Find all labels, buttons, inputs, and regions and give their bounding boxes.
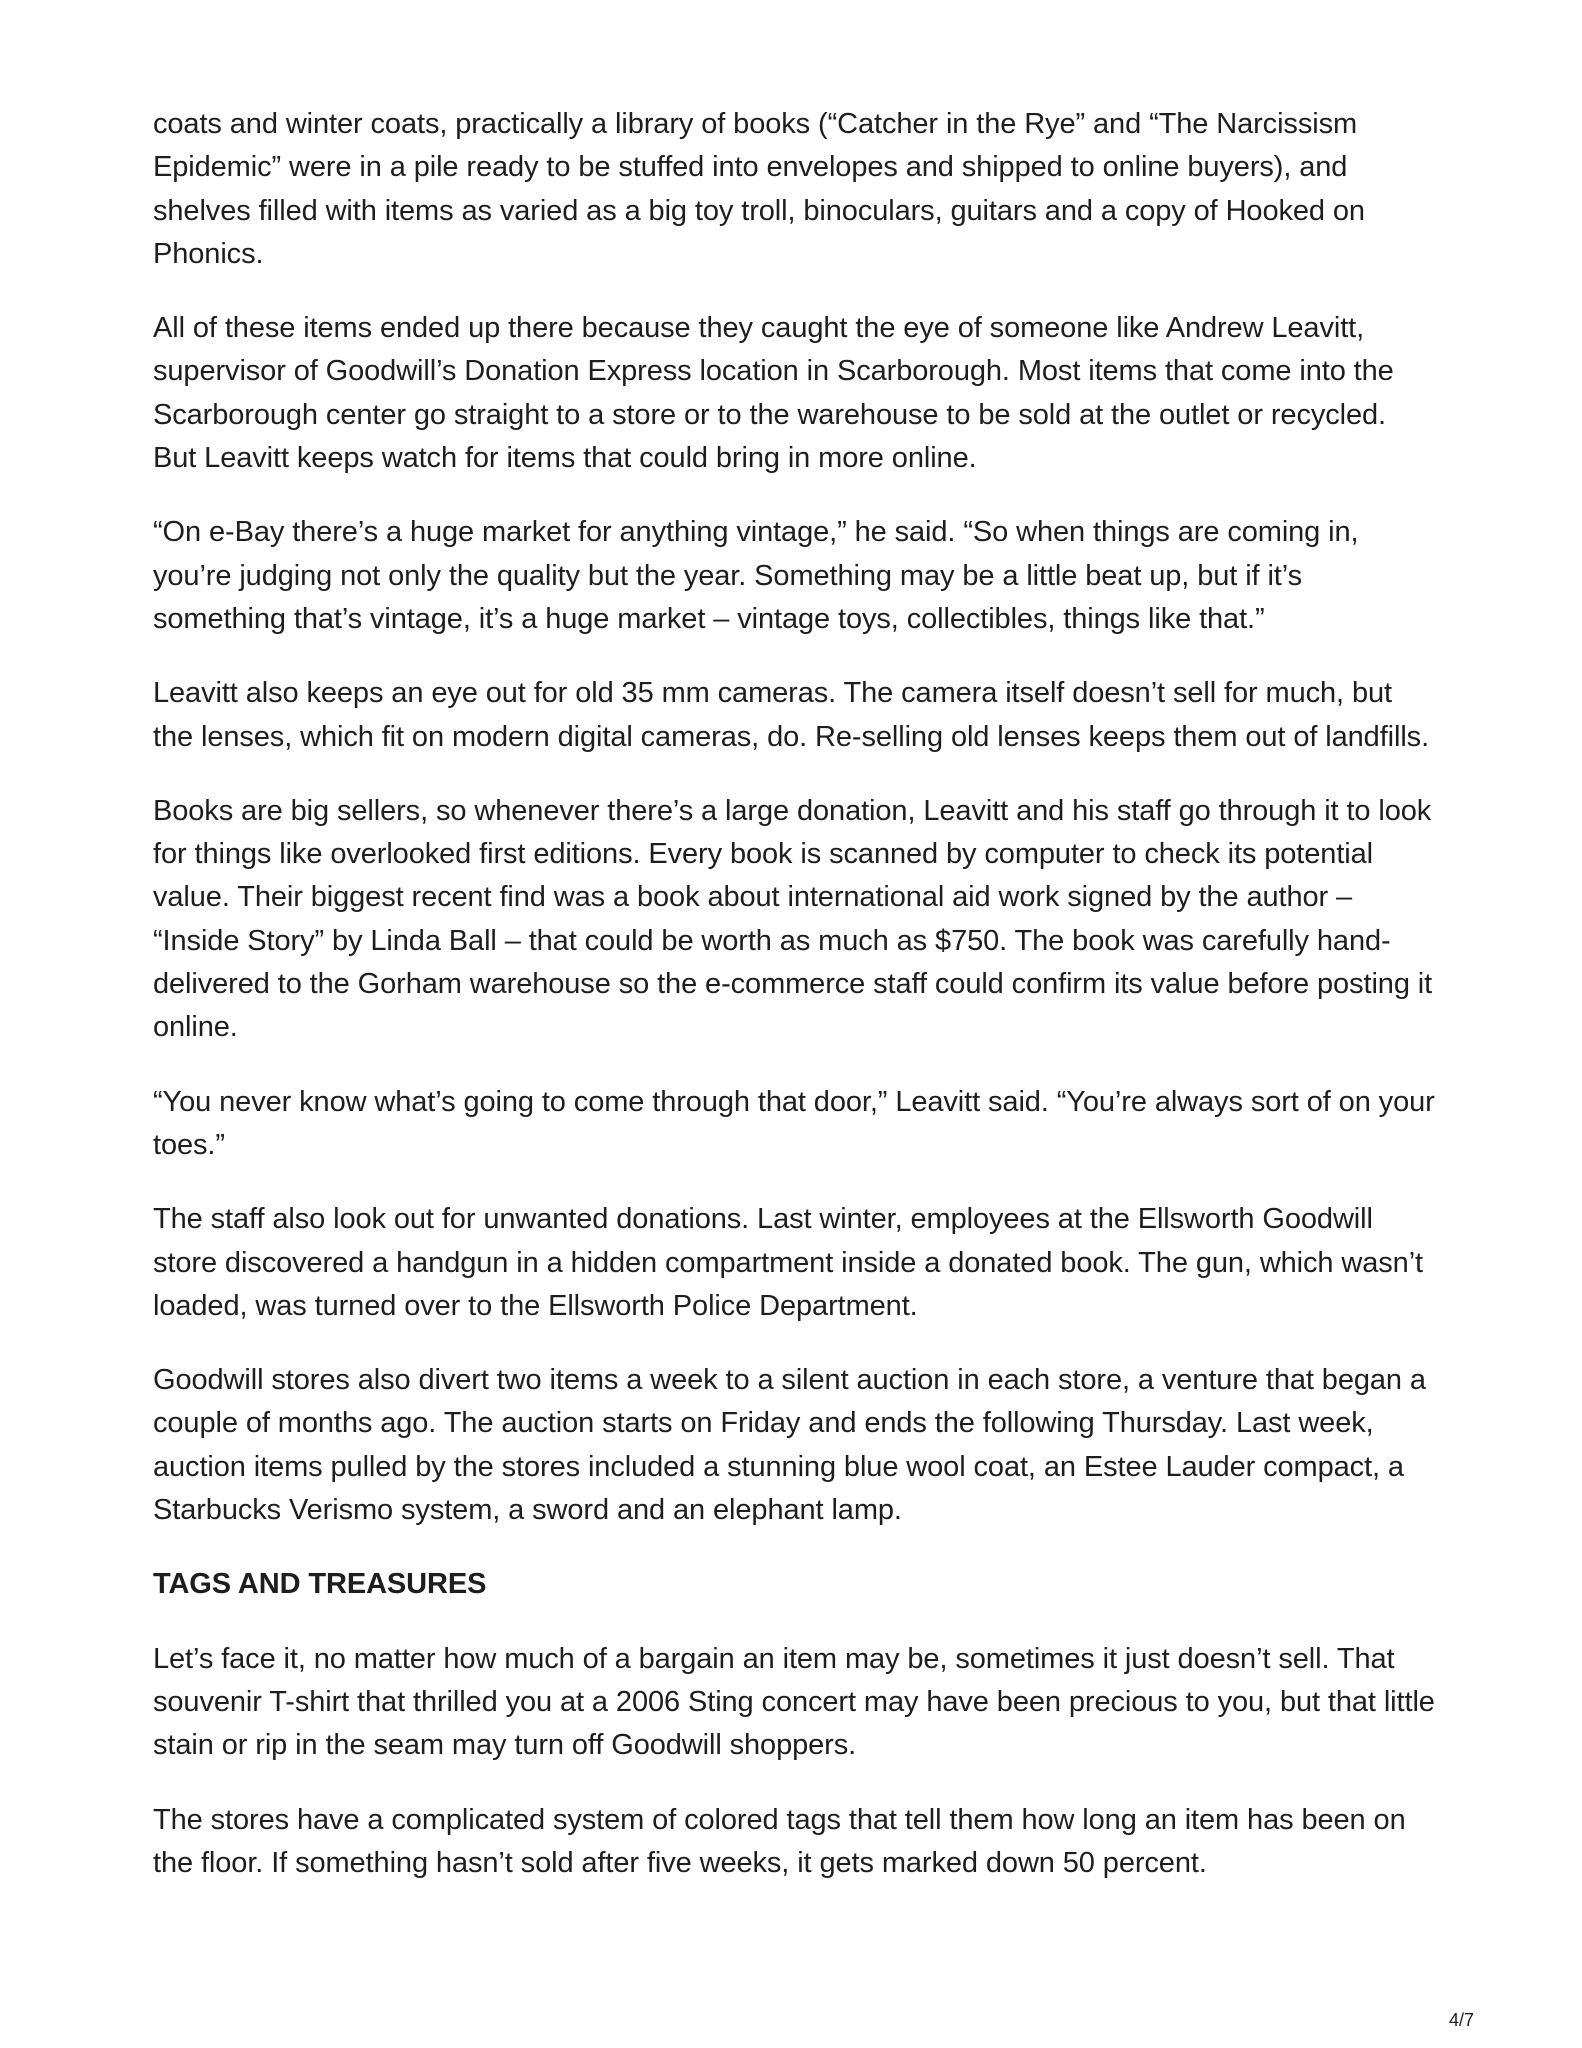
- article-body: [153, 103, 1435, 1916]
- paragraph-5: Books are big sellers, so whenever there’s a large donation, Leavitt and his staff go through it to look for things like overlooked first editions. Every book is scanned by computer to check its potential value. Their biggest recent find was a book about international aid work signed by the author – “Inside Story” by Linda Ball – that could be worth as much as $750. The book was carefully hand-delivered to the Gorham warehouse so the e-commerce staff could confirm its value before posting it online.: [153, 794, 1433, 1044]
- paragraph-3: “On e-Bay there’s a huge market for anything vintage,” he said. “So when things are coming in, you’re judging not only the quality but the year. Something may be a little beat up, but if it’s something that’s vintage, it’s a huge market – vintage toys, collectibles, things like that.”: [153, 516, 1359, 635]
- paragraph-6: “You never know what’s going to come through that door,” Leavitt said. “You’re always sort of on your toes.”: [153, 1085, 1435, 1161]
- section-heading: TAGS AND TREASURES: [153, 1568, 487, 1601]
- paragraph-8: Goodwill stores also divert two items a week to a silent auction in each store, a venture that began a couple of months ago. The auction starts on Friday and ends the following Thursday. Last week, auction items pulled by the stores included a stunning blue wool coat, an Estee Lauder compact, a Starbucks Verismo system, a sword and an elephant lamp.: [153, 1364, 1426, 1527]
- paragraph-2: All of these items ended up there because they caught the eye of someone like Andrew Leavitt, supervisor of Goodwill’s Donation Express location in Scarborough. Most items that come into the Scarborough center go straight to a store or to the warehouse to be sold at the outlet or recycled. But Leavitt keeps watch for items that could bring in more online.: [153, 312, 1394, 475]
- paragraph-1: coats and winter coats, practically a library of books (“Catcher in the Rye” and “The Narcissism Epidemic” were in a pile ready to be stuffed into envelopes and shipped to online buyers), and shelves filled with items as varied as a big toy troll, binoculars, guitars and a copy of Hooked on Phonics.: [153, 108, 1365, 270]
- paragraph-10: The stores have a complicated system of colored tags that tell them how long an item has been on the floor. If something hasn’t sold after five weeks, it gets marked down 50 percent.: [153, 1803, 1406, 1879]
- paragraph-4: Leavitt also keeps an eye out for old 35 mm cameras. The camera itself doesn’t sell for much, but the lenses, which fit on modern digital cameras, do. Re-selling old lenses keeps them out of landfills.: [153, 677, 1430, 753]
- page-number: 4/7: [1448, 2010, 1474, 2030]
- paragraph-7: The staff also look out for unwanted donations. Last winter, employees at the Ellsworth Goodwill store discovered a handgun in a hidden compartment inside a donated book. The gun, which wasn’t loaded, was turned over to the Ellsworth Police Department.: [153, 1203, 1424, 1322]
- paragraph-9: Let’s face it, no matter how much of a bargain an item may be, sometimes it just doesn’t sell. That souvenir T-shirt that thrilled you at a 2006 Sting concert may have been precious to you, but that little stain or rip in the seam may turn off Goodwill shoppers.: [153, 1642, 1435, 1762]
